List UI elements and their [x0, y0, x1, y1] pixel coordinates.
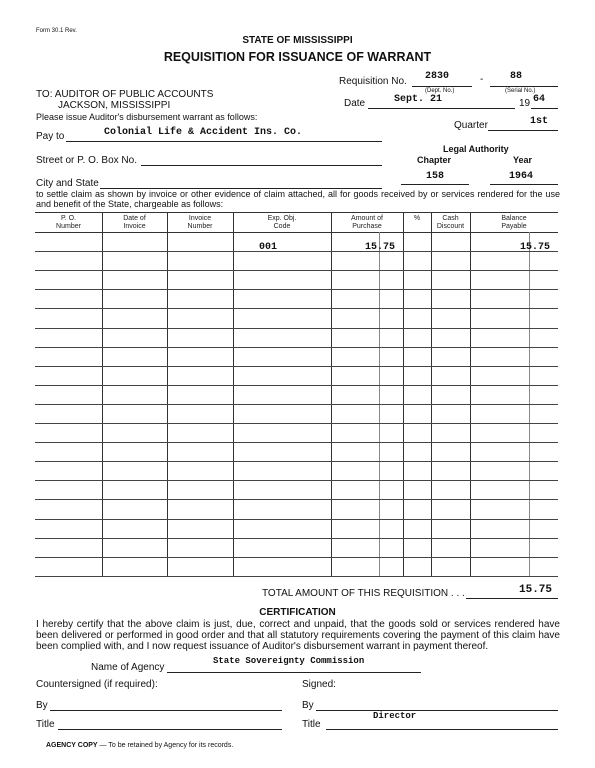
street-label: Street or P. O. Box No.	[36, 155, 137, 166]
by-label-left: By	[36, 700, 48, 711]
date-year-prefix: 19	[519, 98, 531, 109]
by-line-left[interactable]	[50, 710, 282, 711]
city-label: City and State	[36, 178, 99, 189]
table-header-code: Exp. Obj. Code	[267, 215, 297, 230]
table-cell-balance[interactable]: 15.75	[520, 242, 551, 253]
pay-to-label: Pay to	[36, 131, 65, 142]
dept-no-value[interactable]: 2830	[425, 71, 450, 82]
addressee-line1: TO: AUDITOR OF PUBLIC ACCOUNTS	[36, 89, 214, 100]
date-line	[368, 108, 515, 109]
table-header-discount: Cash Discount	[436, 215, 465, 230]
date-year-line	[531, 108, 558, 109]
date-label: Date	[344, 98, 366, 109]
title-label-right: Title	[302, 719, 321, 730]
claim-table	[35, 212, 558, 577]
serial-no-line	[490, 86, 558, 87]
quarter-label: Quarter	[454, 120, 488, 131]
pay-to-line	[66, 141, 382, 142]
title-label-left: Title	[36, 719, 55, 730]
title-line-right[interactable]	[326, 729, 558, 730]
form-title: REQUISITION FOR ISSUANCE OF WARRANT	[163, 50, 432, 64]
quarter-value[interactable]: 1st	[530, 116, 549, 127]
table-header-invoice: Invoice Number	[187, 215, 213, 230]
title-value[interactable]: Director	[373, 711, 417, 721]
title-line-left[interactable]	[58, 729, 282, 730]
table-header-pct: %	[413, 215, 421, 222]
date-value[interactable]: Sept. 21	[394, 94, 443, 105]
table-header-po: P. O. Number	[56, 215, 81, 230]
certification-title: CERTIFICATION	[259, 607, 336, 618]
addressee-line2: JACKSON, MISSISSIPPI	[58, 100, 171, 111]
pay-to-value[interactable]: Colonial Life & Accident Ins. Co.	[104, 127, 303, 138]
countersigned-label: Countersigned (if required):	[36, 679, 158, 690]
quarter-line	[488, 130, 558, 131]
table-header-balance: Balance Payable	[501, 215, 527, 230]
legal-chapter-value[interactable]: 158	[426, 171, 445, 182]
agency-line	[167, 672, 421, 673]
table-header-amount: Amount of Purchase	[351, 215, 383, 230]
chapter-line	[401, 184, 469, 185]
table-header-date: Date of Invoice	[123, 215, 146, 230]
street-line	[141, 165, 382, 166]
legal-year-label: Year	[513, 155, 533, 165]
year-line	[490, 184, 558, 185]
serial-no-caption: (Serial No.)	[505, 88, 536, 94]
legal-authority-title: Legal Authority	[443, 144, 509, 154]
table-cell-amount[interactable]: 15.75	[365, 242, 396, 253]
legal-chapter-label: Chapter	[417, 155, 452, 165]
claim-text: to settle claim as shown by invoice or other evidence of claim attached, all for goods received by or services rendered for the use and benefit of the State, chargeable as follows:	[36, 189, 560, 209]
date-year-value[interactable]: 64	[533, 94, 546, 105]
requisition-label: Requisition No.	[339, 76, 407, 87]
certification-text: I hereby certify that the above claim is just, due, correct and unpaid, that the goods sold or services rendered have been delivered or performed in good order and that all statutory requirements covering the payment of this claim have been complied with, and I now request issuance of Auditor's disbursement warrant in payment thereof.	[36, 619, 560, 652]
legal-year-value[interactable]: 1964	[509, 171, 534, 182]
footer-bold: AGENCY COPY	[46, 742, 98, 749]
footer-rest: — To be retained by Agency for its records.	[97, 742, 234, 749]
agency-value[interactable]: State Sovereignty Commission	[213, 656, 365, 666]
dept-no-caption: (Dept. No.)	[425, 88, 455, 94]
by-line-right[interactable]	[316, 710, 558, 711]
form-number: Form 30.1 Rev.	[36, 28, 77, 34]
by-label-right: By	[302, 700, 314, 711]
total-label: TOTAL AMOUNT OF THIS REQUISITION . . .	[262, 588, 465, 599]
serial-no-value[interactable]: 88	[510, 71, 523, 82]
state-title: STATE OF MISSISSIPPI	[242, 35, 353, 46]
table-cell-code[interactable]: 001	[259, 242, 278, 253]
instruction-text: Please issue Auditor's disbursement warrant as follows:	[36, 112, 258, 122]
footer-note	[46, 742, 233, 749]
total-line	[466, 598, 558, 599]
agency-label: Name of Agency	[91, 662, 165, 673]
total-value[interactable]: 15.75	[519, 584, 553, 596]
dept-no-line	[412, 86, 472, 87]
signed-label: Signed:	[302, 679, 336, 690]
